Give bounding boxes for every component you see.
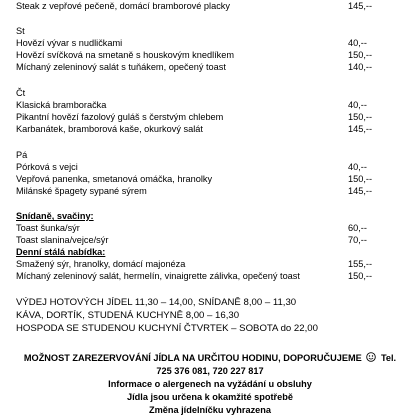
reservation-note: [0, 352, 420, 364]
menu-item-price: 40,--: [348, 100, 367, 110]
menu-item: [16, 185, 406, 197]
menu-item-price: 155,--: [348, 259, 373, 269]
menu-item-price: 150,--: [348, 50, 373, 60]
menu-item-price: 70,--: [348, 235, 367, 245]
section-heading-permanent: Denní stálá nabídka:: [16, 247, 106, 257]
menu-item-name: Vepřová panenka, smetanová omáčka, hranolky: [16, 174, 213, 184]
tel-label: Tel.: [380, 353, 397, 363]
menu-item-name: Klasická bramboračka: [16, 100, 107, 110]
menu-item: [16, 0, 406, 12]
menu-item: [16, 222, 406, 234]
menu-item: [16, 234, 406, 246]
phone-numbers: 725 376 081, 720 227 817: [156, 366, 264, 376]
menu-item-price: 60,--: [348, 223, 367, 233]
menu-item-price: 40,--: [348, 38, 367, 48]
menu-item: [16, 61, 406, 73]
smiley-face-icon: [366, 352, 376, 362]
menu-item-name: Smažený sýr, hranolky, domácí majonéza: [16, 259, 186, 269]
menu-item: [16, 99, 406, 111]
menu-item-price: 145,--: [348, 124, 373, 134]
menu-item-name: Steak z vepřové pečeně, domácí bramborové placky: [16, 1, 230, 11]
menu-item-name: Toast šunka/sýr: [16, 223, 80, 233]
consumption-note: Jídla jsou určena k okamžité spotřebě: [127, 392, 293, 402]
hours-line: KÁVA, DORTÍK, STUDENÁ KUCHYNĚ 8,00 – 16,30: [16, 310, 240, 321]
change-note: Změna jídelníčku vyhrazena: [148, 405, 272, 415]
menu-item-name: Hovězí svíčková na smetaně s houskovým knedlíkem: [16, 50, 235, 60]
menu-item: [16, 270, 406, 282]
menu-item-name: Míchaný zeleninový salát s tuňákem, opečený toast: [16, 62, 226, 72]
menu-item: [16, 173, 406, 185]
menu-item-name: Pikantní hovězí fazolový guláš s čerstvým chlebem: [16, 112, 224, 122]
section-heading-breakfast: Snídaně, svačiny:: [16, 211, 94, 221]
menu-item: [16, 111, 406, 123]
menu-item-price: 150,--: [348, 174, 373, 184]
menu-item-price: 140,--: [348, 62, 373, 72]
day-label-wednesday: St: [16, 26, 25, 36]
menu-item-price: 150,--: [348, 112, 373, 122]
menu-item: [16, 161, 406, 173]
menu-item-name: Míchaný zeleninový salát, hermelín, vinaigrette zálivka, opečený toast: [16, 271, 300, 281]
hours-line: HOSPODA SE STUDENOU KUCHYNÍ ČTVRTEK – SOBOTA do 22,00: [16, 323, 318, 334]
menu-item: [16, 37, 406, 49]
menu-item-name: Pórková s vejci: [16, 162, 78, 172]
hours-line: VÝDEJ HOTOVÝCH JÍDEL 11,30 – 14,00, SNÍDANĚ 8,00 – 11,30: [16, 297, 297, 308]
reservation-text: MOŽNOST ZAREZERVOVÁNÍ JÍDLA NA URČITOU HODINU, DOPORUČUJEME: [23, 353, 362, 363]
menu-item-price: 150,--: [348, 271, 373, 281]
menu-item-name: Hovězí vývar s nudličkami: [16, 38, 123, 48]
menu-item-name: Toast slanina/vejce/sýr: [16, 235, 109, 245]
menu-item: [16, 123, 406, 135]
menu-item-price: 145,--: [348, 186, 373, 196]
day-label-thursday: Čt: [16, 88, 26, 98]
menu-item-name: Milánské špagety sypané sýrem: [16, 186, 147, 196]
menu-item-price: 40,--: [348, 162, 367, 172]
menu-item-price: 145,--: [348, 1, 373, 11]
menu-item: [16, 49, 406, 61]
allergen-note: Informace o alergenech na vyžádání u obsluhy: [108, 379, 312, 389]
menu-item-name: Karbanátek, bramborová kaše, okurkový salát: [16, 124, 203, 134]
day-label-friday: Pá: [16, 150, 28, 160]
menu-item: [16, 258, 406, 270]
